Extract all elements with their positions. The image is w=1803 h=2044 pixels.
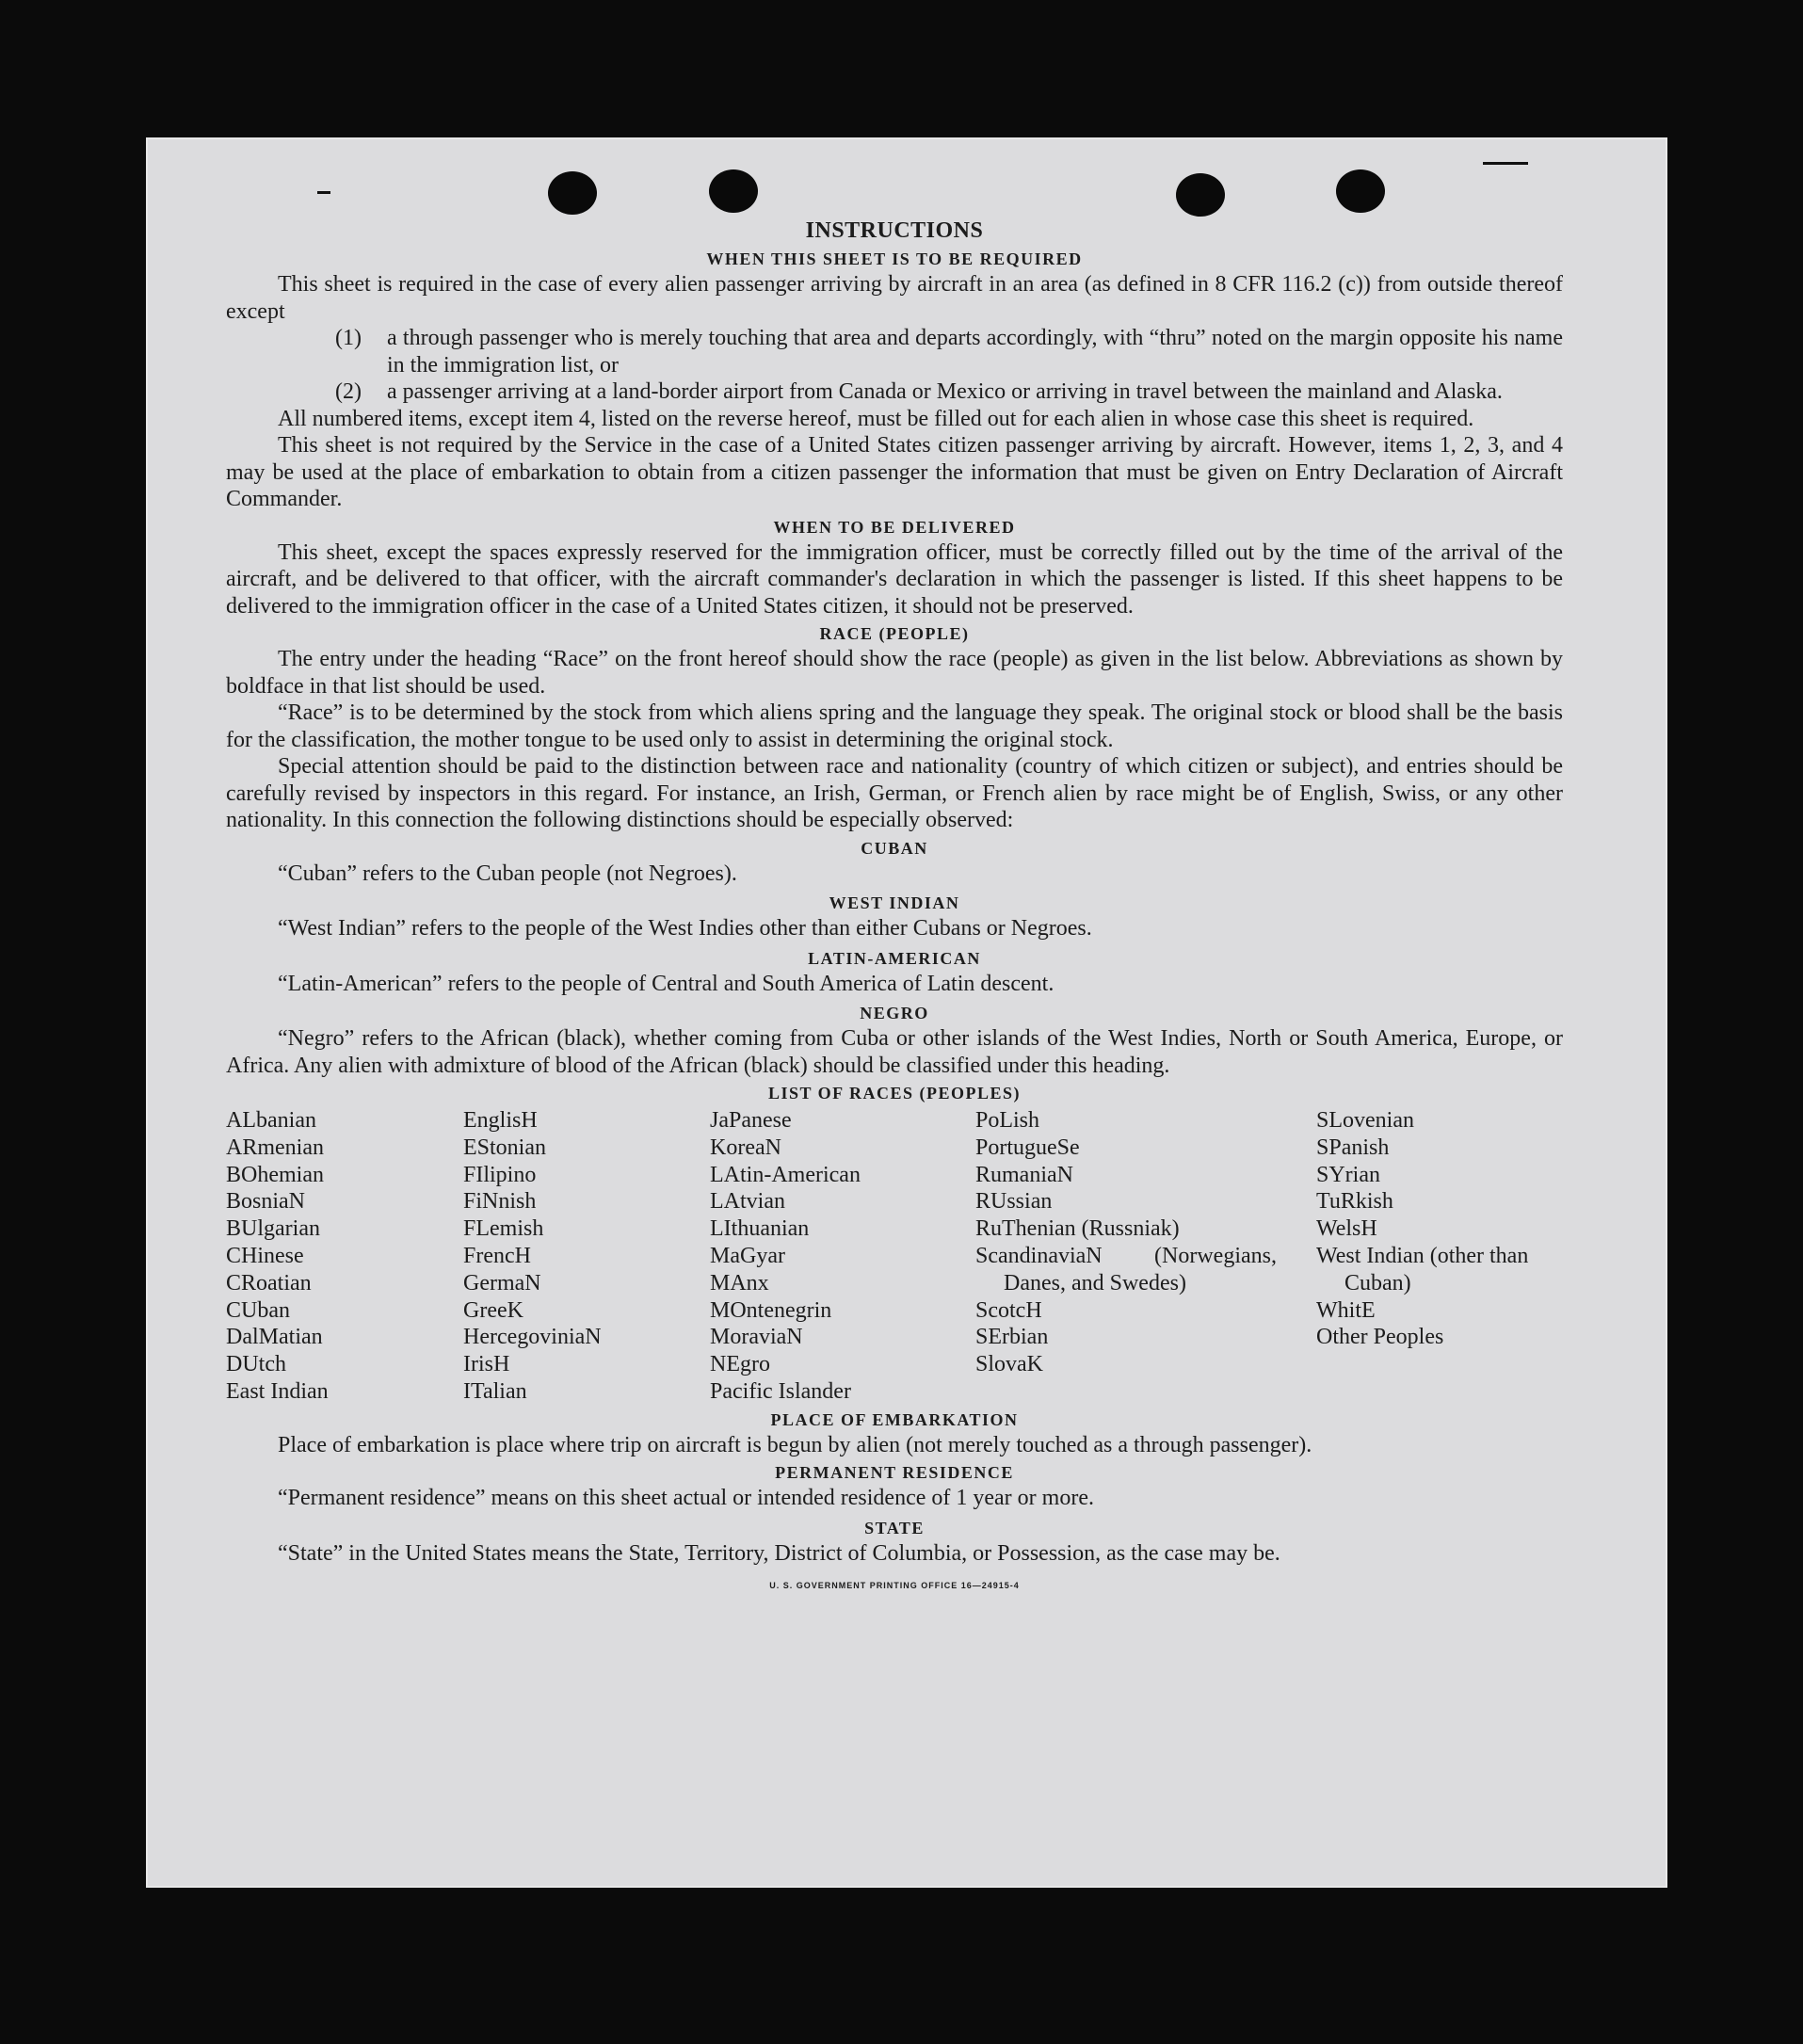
punch-hole-4 [1336,169,1385,213]
heading-west-indian: WEST INDIAN [829,893,960,912]
heading-embarkation: PLACE OF EMBARKATION [770,1409,1019,1429]
race-entry: SErbian [975,1325,1049,1350]
paragraph: All numbered items, except item 4, listed on the reverse hereof, must be filled out for each alien in whose case this sheet is required. [278,406,1474,431]
race-entry: Pacific Islander [710,1378,851,1404]
race-entry: DalMatian [226,1325,323,1350]
race-entry: FIlipino [463,1162,537,1187]
race-entry: GermaN [463,1270,541,1296]
race-entry: GreeK [463,1297,523,1323]
paragraph: This sheet, except the spaces expressly reserved for the immigration officer, must be correctly filled out by the time of the arrival of the aircraft, and be delivered to that officer, with the aircraft commander's declaration in which the passenger is listed. If this sheet happens to be delivered to the immigration officer in the case of a United States citizen, it should not be preserved. [226,539,1563,619]
race-entry: CHinese [226,1243,304,1268]
paragraph: “Permanent residence” means on this sheet actual or intended residence of 1 year or more. [278,1486,1094,1511]
race-entry: LIthuanian [710,1216,810,1242]
paragraph: This sheet is not required by the Service in the case of a United States citizen passenger arriving by aircraft. However, items 1, 2, 3, and 4 may be used at the place of embarkation to obtain from a citizen passenger the information that must be given on Entry Declaration of Aircraft Commander. [226,433,1563,511]
race-entry: MOntenegrin [710,1297,832,1323]
punch-hole-1 [548,171,597,215]
heading-latin-american: LATIN-AMERICAN [808,948,981,968]
definition: “West Indian” refers to the people of the West Indies other than either Cubans or Negroes. [278,916,1092,941]
races-column-2 [463,1107,710,1406]
item-text: a through passenger who is merely touching that area and departs accordingly, with “thru” noted on the margin opposite his name in the immigration list, or [387,326,1563,378]
race-entry: SPanish [1316,1135,1390,1160]
item-number: (1) [335,326,362,350]
race-entry: ScandinaviaN (Norwegians, Danes, and Swedes) [975,1243,1277,1296]
race-entry: PortugueSe [975,1135,1080,1160]
printing-office-imprint: U. S. GOVERNMENT PRINTING OFFICE 16—24915-4 [769,1581,1020,1591]
race-entry: RumaniaN [975,1162,1073,1187]
race-entry: TuRkish [1316,1189,1393,1215]
race-entry: MaGyar [710,1243,785,1268]
race-entry: ALbanian [226,1108,316,1133]
heading-state: STATE [864,1518,925,1537]
race-entry: FiNnish [463,1189,537,1215]
heading-cuban: CUBAN [861,838,928,858]
race-entry: SYrian [1316,1162,1380,1187]
paragraph: Place of embarkation is place where trip on aircraft is begun by alien (not merely touched as a through passenger). [278,1432,1312,1457]
race-entry: CRoatian [226,1270,312,1296]
race-entry: RUssian [975,1189,1053,1215]
races-list [226,1107,1563,1406]
race-entry: ITalian [463,1378,527,1404]
heading-when-delivered: WHEN TO BE DELIVERED [773,517,1016,537]
race-entry: PoLish [975,1108,1040,1133]
race-entry: BosniaN [226,1189,305,1215]
paragraph: “Race” is to be determined by the stock from which aliens spring and the language they speak. The original stock or blood shall be the basis for the classification, the mother tongue to be used only to assist in determining the original stock. [226,700,1563,752]
definition: “Negro” refers to the African (black), whether coming from Cuba or other islands of the West Indies, North or South America, Europe, or Africa. Any alien with admixture of blood of the African (black) should be classified under this heading. [226,1026,1563,1078]
race-entry: KoreaN [710,1135,781,1160]
races-column-4 [975,1107,1316,1406]
race-entry: FLemish [463,1216,544,1242]
definition: “Cuban” refers to the Cuban people (not Negroes). [278,861,737,886]
races-column-1 [226,1107,463,1406]
race-entry: HercegoviniaN [463,1325,602,1350]
races-column-3 [710,1107,975,1406]
race-entry: East Indian [226,1378,329,1404]
punch-hole-2 [709,169,758,213]
heading-list-of-races: LIST OF RACES (PEOPLES) [767,1084,1022,1102]
list-item [335,325,1563,378]
heading-permanent-residence: PERMANENT RESIDENCE [775,1463,1014,1483]
document-sheet [148,139,1666,1886]
race-entry: EnglisH [463,1108,538,1133]
race-entry: BUlgarian [226,1216,320,1242]
race-entry: ARmenian [226,1135,324,1160]
heading-when-required: WHEN THIS SHEET IS TO BE REQUIRED [706,249,1083,268]
race-entry: FrencH [463,1243,531,1268]
race-entry: ScotcH [975,1297,1042,1323]
race-entry: West Indian (other than Cuban) [1316,1243,1529,1296]
race-entry: BOhemian [226,1162,324,1187]
heading-negro: NEGRO [860,1004,929,1022]
list-item [335,378,1563,406]
race-entry: WelsH [1316,1216,1377,1242]
races-column-5 [1316,1107,1563,1406]
paragraph: The entry under the heading “Race” on the front hereof should show the race (people) as given in the list below. Abbreviations as shown by boldface in that list should be used. [226,647,1563,699]
item-number: (2) [335,379,362,404]
paragraph: Special attention should be paid to the distinction between race and nationality (country of which citizen or subject), and entries should be carefully revised by inspectors in this regard. For instance, an Irish, German, or French alien by race might be of English, Swiss, or any other nationality. In this connection the following distinctions should be especially observed: [226,754,1563,832]
race-entry: JaPanese [710,1108,792,1133]
race-entry: SlovaK [975,1352,1043,1377]
race-entry: LAtin-American [710,1162,861,1187]
paragraph: This sheet is required in the case of every alien passenger arriving by aircraft in an area (as defined in 8 CFR 116.2 (c)) from outside thereof except [226,272,1563,324]
race-entry: IrisH [463,1352,510,1377]
scan-mark [317,191,330,194]
race-entry: CUban [226,1297,290,1323]
race-entry: EStonian [463,1135,546,1160]
punch-hole-3 [1176,173,1225,217]
race-entry: WhitE [1316,1297,1376,1323]
heading-race: RACE (PEOPLE) [819,624,970,643]
scan-mark [1483,162,1528,165]
paragraph: “State” in the United States means the State, Territory, District of Columbia, or Possession, as the case may be. [278,1540,1280,1566]
race-entry: LAtvian [710,1189,785,1215]
page-title: INSTRUCTIONS [805,218,984,243]
item-text: a passenger arriving at a land-border airport from Canada or Mexico or arriving in travel between the mainland and Alaska. [387,379,1503,404]
race-entry: DUtch [226,1352,286,1377]
race-entry: NEgro [710,1352,770,1377]
race-entry: RuThenian (Russniak) [975,1216,1180,1242]
race-entry: Other Peoples [1316,1325,1444,1350]
race-entry: SLovenian [1316,1108,1414,1133]
definition: “Latin-American” refers to the people of Central and South America of Latin descent. [278,971,1054,996]
instructions-text [226,217,1563,1600]
race-entry: MoraviaN [710,1325,803,1350]
race-entry: MAnx [710,1270,769,1296]
